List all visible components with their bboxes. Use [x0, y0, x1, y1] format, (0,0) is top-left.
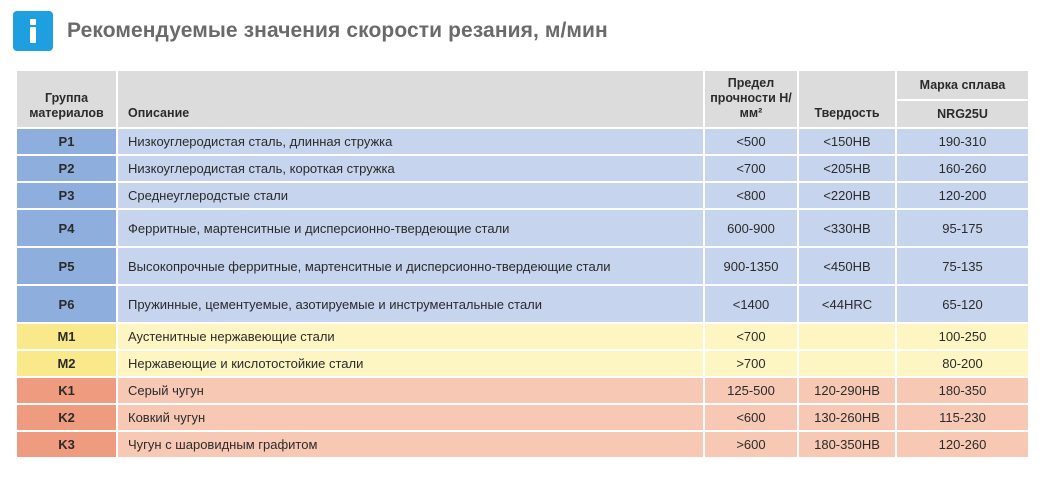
- row-hardness: <44HRC: [799, 286, 897, 324]
- row-code: K1: [17, 378, 118, 405]
- row-code: P3: [17, 183, 118, 210]
- row-limit: 600-900: [705, 210, 799, 248]
- column-header-alloy-grade: NRG25U: [897, 101, 1028, 129]
- row-hardness: [799, 324, 897, 351]
- row-code: P5: [17, 248, 118, 286]
- row-description: Нержавеющие и кислотостойкие стали: [118, 351, 705, 378]
- row-speed: 190-310: [897, 129, 1028, 156]
- row-hardness: 130-260HB: [799, 405, 897, 432]
- row-description: Чугун с шаровидным графитом: [118, 432, 705, 459]
- row-hardness: <150HB: [799, 129, 897, 156]
- row-speed: 120-260: [897, 432, 1028, 459]
- row-hardness: <205HB: [799, 156, 897, 183]
- row-limit: >700: [705, 351, 799, 378]
- row-speed: 160-260: [897, 156, 1028, 183]
- table-row: [17, 183, 1028, 210]
- row-limit: 125-500: [705, 378, 799, 405]
- row-description: Серый чугун: [118, 378, 705, 405]
- column-header-alloy: Марка сплава: [897, 71, 1028, 101]
- table-row: [17, 378, 1028, 405]
- cutting-speed-table: [17, 71, 1028, 459]
- column-header-limit: Предел прочности Н/мм²: [705, 71, 799, 129]
- table-row: [17, 210, 1028, 248]
- row-speed: 120-200: [897, 183, 1028, 210]
- row-limit: >600: [705, 432, 799, 459]
- row-speed: 80-200: [897, 351, 1028, 378]
- row-speed: 115-230: [897, 405, 1028, 432]
- row-limit: 900-1350: [705, 248, 799, 286]
- row-description: Низкоуглеродистая сталь, короткая стружка: [118, 156, 705, 183]
- row-limit: <800: [705, 183, 799, 210]
- row-hardness: [799, 351, 897, 378]
- row-limit: <700: [705, 156, 799, 183]
- row-description: Низкоуглеродистая сталь, длинная стружка: [118, 129, 705, 156]
- table-row: [17, 248, 1028, 286]
- row-code: M1: [17, 324, 118, 351]
- row-hardness: 180-350HB: [799, 432, 897, 459]
- row-code: P1: [17, 129, 118, 156]
- row-code: P6: [17, 286, 118, 324]
- table-row: [17, 324, 1028, 351]
- row-code: K2: [17, 405, 118, 432]
- row-speed: 65-120: [897, 286, 1028, 324]
- row-description: Среднеуглеродстые стали: [118, 183, 705, 210]
- row-limit: <500: [705, 129, 799, 156]
- row-code: P2: [17, 156, 118, 183]
- row-code: P4: [17, 210, 118, 248]
- row-description: Пружинные, цементуемые, азотируемые и инструментальные стали: [118, 286, 705, 324]
- row-hardness: 120-290HB: [799, 378, 897, 405]
- row-speed: 100-250: [897, 324, 1028, 351]
- row-speed: 95-175: [897, 210, 1028, 248]
- info-icon: [13, 11, 53, 51]
- row-description: Высокопрочные ферритные, мартенситные и дисперсионно-твердеющие стали: [118, 248, 705, 286]
- table-row: [17, 129, 1028, 156]
- page-header: [13, 11, 608, 51]
- table-row: [17, 405, 1028, 432]
- row-hardness: <450HB: [799, 248, 897, 286]
- row-hardness: <330HB: [799, 210, 897, 248]
- table-row: [17, 351, 1028, 378]
- row-description: Аустенитные нержавеющие стали: [118, 324, 705, 351]
- table-row: [17, 286, 1028, 324]
- row-limit: <700: [705, 324, 799, 351]
- row-hardness: <220HB: [799, 183, 897, 210]
- row-limit: <600: [705, 405, 799, 432]
- table-row: [17, 432, 1028, 459]
- row-description: Ферритные, мартенситные и дисперсионно-твердеющие стали: [118, 210, 705, 248]
- column-header-description: Описание: [118, 71, 705, 129]
- table-row: [17, 156, 1028, 183]
- row-speed: 180-350: [897, 378, 1028, 405]
- page-title: Рекомендуемые значения скорости резания, м/мин: [67, 19, 608, 42]
- column-header-group: Группа материалов: [17, 71, 118, 129]
- row-speed: 75-135: [897, 248, 1028, 286]
- column-header-hardness: Твердость: [799, 71, 897, 129]
- row-description: Ковкий чугун: [118, 405, 705, 432]
- row-code: M2: [17, 351, 118, 378]
- row-code: K3: [17, 432, 118, 459]
- row-limit: <1400: [705, 286, 799, 324]
